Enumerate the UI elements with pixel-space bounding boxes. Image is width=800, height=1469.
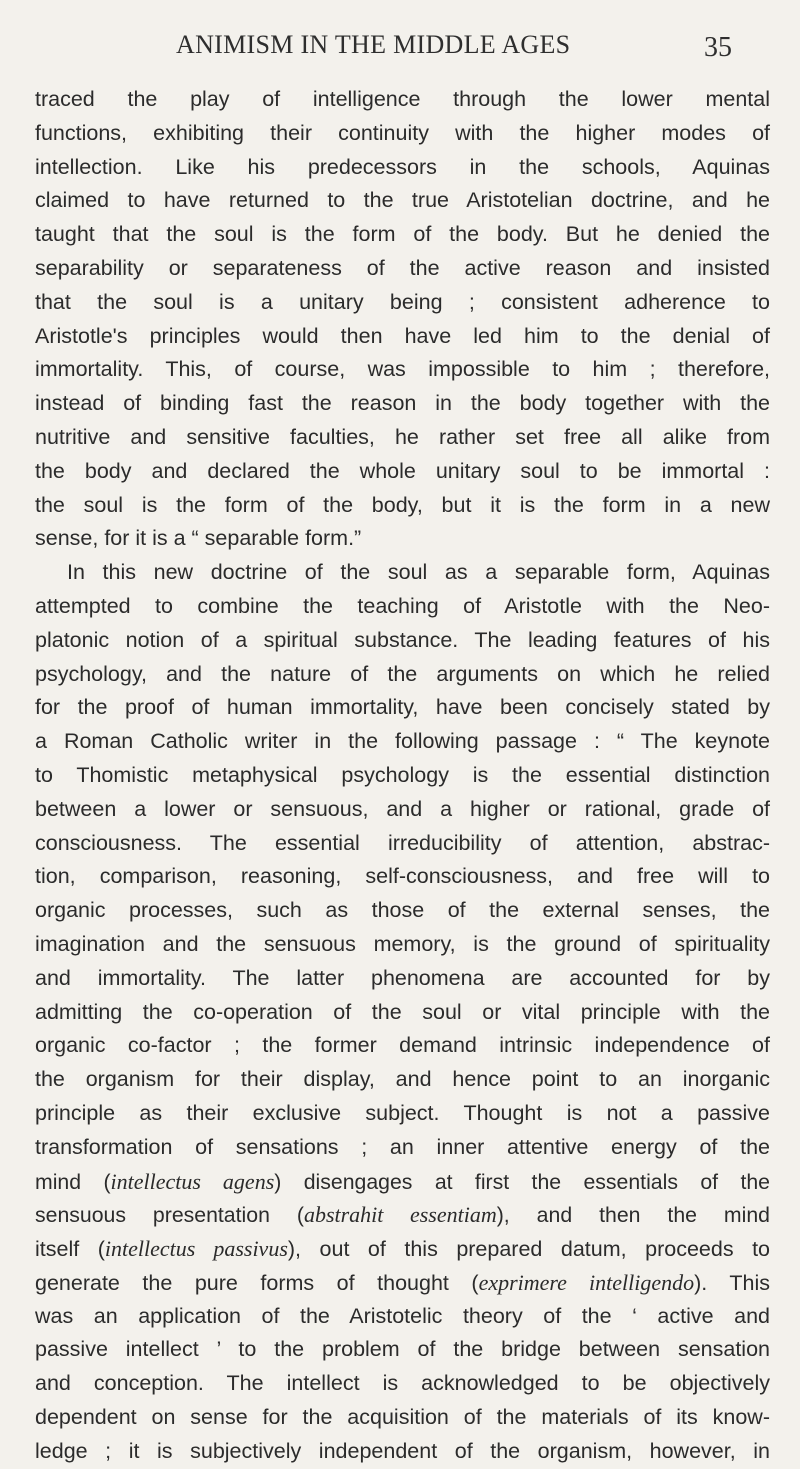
text-line: for the proof of human immortality, have been concisely stated by: [35, 695, 770, 720]
text-line: immortality. This, of course, was impossible to him ; therefore,: [35, 357, 770, 382]
text-line: taught that the soul is the form of the body. But he denied the: [35, 222, 770, 247]
text-line: was an application of the Aristotelic theory of the ‘ active and: [35, 1303, 770, 1328]
latin-term: abstrahit essentiam: [303, 1202, 497, 1228]
text-fragment: ) disengages at first the essentials of the: [274, 1169, 770, 1194]
body-text: [35, 83, 770, 1469]
text-line: principle as their exclusive subject. Thought is not a passive: [35, 1100, 770, 1125]
page-header: [0, 22, 800, 72]
text-line: traced the play of intelligence through the lower mental: [35, 87, 770, 111]
text-fragment: itself (: [35, 1237, 105, 1262]
text-line: between a lower or sensuous, and a higher or rational, grade of: [35, 796, 770, 821]
text-line: tion, comparison, reasoning, self-consciousness, and free will to: [35, 864, 770, 889]
text-line-with-latin: [35, 1165, 770, 1199]
text-line: separability or separateness of the active reason and insisted: [35, 255, 770, 280]
text-fragment: sensuous presentation (: [35, 1203, 304, 1228]
text-fragment: generate the pure forms of thought (: [35, 1270, 479, 1295]
text-fragment: ), out of this prepared datum, proceeds to: [287, 1237, 770, 1262]
text-line: attempted to combine the teaching of Aristotle with the Neo-: [35, 593, 770, 618]
text-line: the organism for their display, and hence point to an inorganic: [35, 1067, 770, 1092]
latin-term: intellectus passivus: [104, 1236, 288, 1262]
text-line-with-latin: [35, 1232, 770, 1266]
text-line: a Roman Catholic writer in the following passage : “ The keynote: [35, 729, 770, 754]
latin-term: intellectus agens: [110, 1168, 275, 1194]
text-fragment: ), and then the mind: [496, 1203, 770, 1228]
paragraph-start-line: In this new doctrine of the soul as a separable form, Aquinas: [67, 560, 770, 585]
text-line: that the soul is a unitary being ; consistent adherence to: [35, 289, 770, 314]
text-line: instead of binding fast the reason in the body together with the: [35, 391, 770, 416]
text-fragment: mind (: [35, 1169, 111, 1194]
text-line: intellection. Like his predecessors in the schools, Aquinas: [35, 154, 770, 179]
text-line: admitting the co-operation of the soul or vital principle with the: [35, 999, 770, 1024]
paragraph-end-line: sense, for it is a “ separable form.”: [35, 526, 362, 551]
text-line: imagination and the sensuous memory, is the ground of spirituality: [35, 931, 770, 956]
text-line: ledge ; it is subjectively independent of the organism, however, in: [35, 1438, 770, 1463]
text-line: and immortality. The latter phenomena are accounted for by: [35, 965, 770, 990]
text-line-with-latin: [35, 1198, 770, 1232]
text-line: organic processes, such as those of the external senses, the: [35, 898, 770, 923]
text-line: the soul is the form of the body, but it is the form in a new: [35, 492, 770, 517]
text-line-with-latin: [35, 1266, 770, 1300]
text-line: platonic notion of a spiritual substance. The leading features of his: [35, 627, 770, 652]
text-line: and conception. The intellect is acknowledged to be objectively: [35, 1371, 770, 1396]
text-line: Aristotle's principles would then have led him to the denial of: [35, 323, 770, 348]
text-line: nutritive and sensitive faculties, he rather set free all alike from: [35, 424, 770, 449]
text-line: functions, exhibiting their continuity with the higher modes of: [35, 120, 770, 145]
text-line: psychology, and the nature of the arguments on which he relied: [35, 661, 770, 686]
text-line: transformation of sensations ; an inner attentive energy of the: [35, 1134, 770, 1159]
text-line: passive intellect ’ to the problem of the bridge between sensation: [35, 1337, 770, 1362]
text-line: claimed to have returned to the true Aristotelian doctrine, and he: [35, 188, 770, 213]
text-line: dependent on sense for the acquisition of the materials of its know-: [35, 1405, 770, 1430]
running-head: ANIMISM IN THE MIDDLE AGES: [176, 30, 571, 59]
text-line: consciousness. The essential irreducibility of attention, abstrac-: [35, 830, 770, 855]
text-line: to Thomistic metaphysical psychology is the essential distinction: [35, 762, 770, 787]
text-line: organic co-factor ; the former demand intrinsic independence of: [35, 1033, 770, 1058]
text-fragment: ). This: [694, 1270, 770, 1295]
text-line: the body and declared the whole unitary soul to be immortal :: [35, 458, 770, 483]
latin-term: exprimere intelligendo: [478, 1269, 695, 1295]
page-number: 35: [704, 32, 732, 63]
